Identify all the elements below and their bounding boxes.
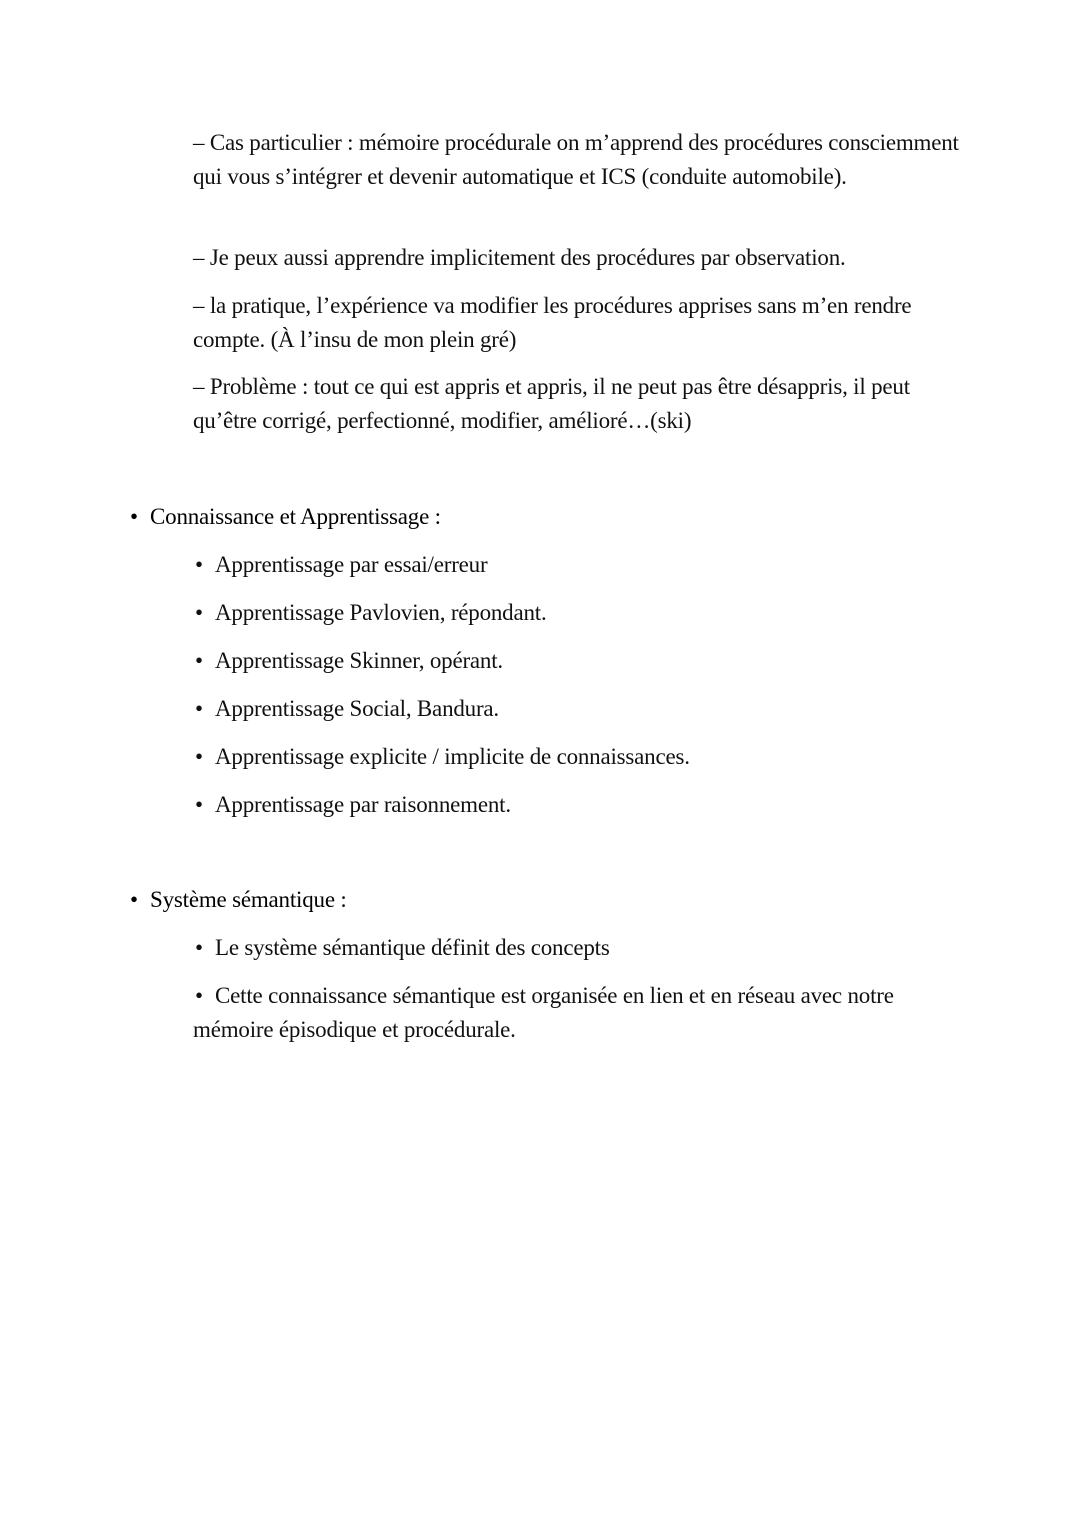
list-item — [195, 740, 690, 773]
list-item — [195, 788, 511, 821]
list-item-text: Apprentissage Skinner, opérant. — [215, 648, 503, 673]
list-item — [195, 644, 503, 677]
list-item-text: Apprentissage par essai/erreur — [215, 552, 488, 577]
list-item-text: Apprentissage explicite / implicite de connaissances. — [215, 744, 690, 769]
list-item — [195, 692, 499, 725]
bullet-icon: • — [195, 696, 203, 721]
bullet-icon: • — [195, 792, 203, 817]
section-heading-connaissance — [130, 500, 441, 533]
list-item — [195, 931, 610, 964]
list-item-text: Le système sémantique définit des concepts — [215, 935, 610, 960]
list-item-text: Apprentissage par raisonnement. — [215, 792, 511, 817]
section-heading-semantic-system — [130, 883, 347, 916]
list-item — [195, 548, 487, 581]
dash-item-implicit-learning: – Je peux aussi apprendre implicitement des procédures par observation. — [193, 245, 846, 270]
section-title: Système sémantique : — [150, 887, 347, 912]
dash-item-procedural-memory: – Cas particulier : mémoire procédurale on m’apprend des procédures consciemment qui vous s’intégrer et devenir automatique et ICS (conduite automobile). — [193, 130, 959, 189]
bullet-icon: • — [195, 552, 203, 577]
list-item-text: Apprentissage Social, Bandura. — [215, 696, 499, 721]
bullet-icon: • — [195, 983, 203, 1008]
list-item — [193, 979, 933, 1046]
section-title: Connaissance et Apprentissage : — [150, 504, 441, 529]
list-item-text: Cette connaissance sémantique est organisée en lien et en réseau avec notre mémoire épisodique et procédurale. — [193, 983, 894, 1042]
bullet-icon: • — [195, 935, 203, 960]
bullet-icon: • — [195, 648, 203, 673]
bullet-icon: • — [130, 887, 138, 912]
list-item-text: Apprentissage Pavlovien, répondant. — [215, 600, 547, 625]
bullet-icon: • — [195, 744, 203, 769]
bullet-icon: • — [195, 600, 203, 625]
list-item — [195, 596, 547, 629]
dash-item-problem: – Problème : tout ce qui est appris et appris, il ne peut pas être désappris, il peut qu’être corrigé, perfectionné, modifier, amélioré…(ski) — [193, 374, 910, 433]
bullet-icon: • — [130, 504, 138, 529]
dash-item-practice: – la pratique, l’expérience va modifier les procédures apprises sans m’en rendre compte. (À l’insu de mon plein gré) — [193, 293, 912, 352]
